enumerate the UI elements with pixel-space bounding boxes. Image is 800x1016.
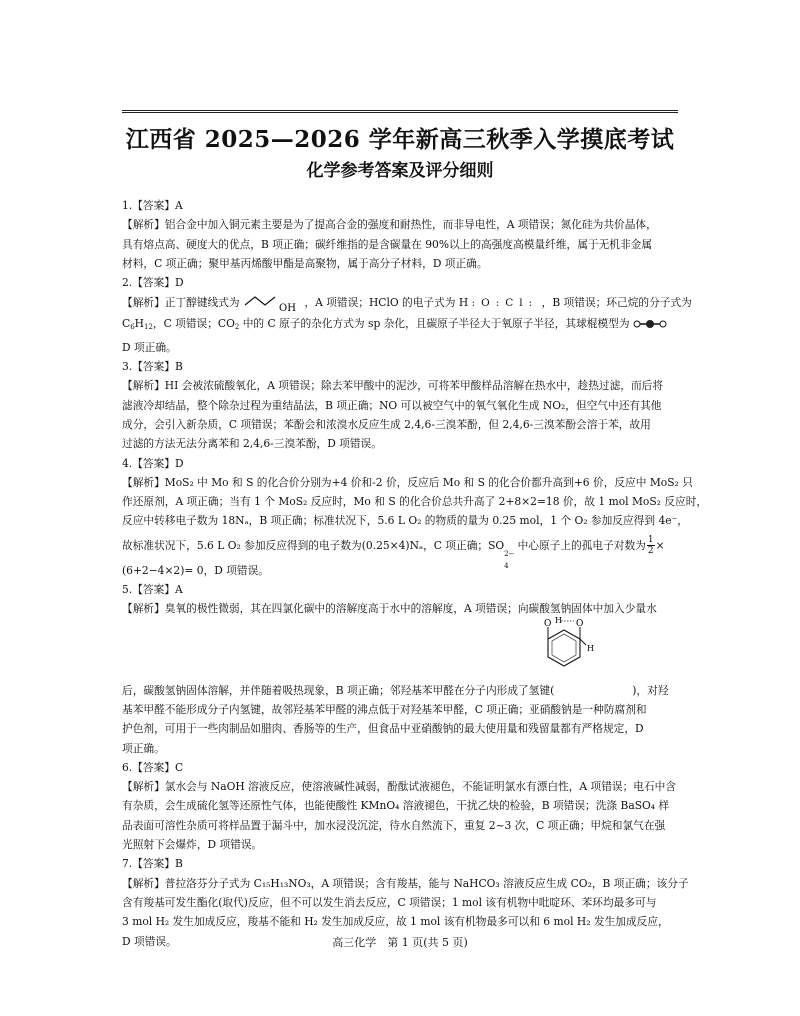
analysis-line: 反应中转移电子数为 18Nₐ，B 项正确；标准状况下，5.6 L O₂ 的物质的量为 0.25 mol，1 个 O₂ 参加反应得到 4e⁻， [122,514,688,528]
analysis-text: 故标准状况下，5.6 L O₂ 参加反应得到的电子数为(0.25×4)Nₐ，C 项正确；SO [122,538,505,552]
analysis-line: 含有羧基可发生酯化(取代)反应，但不可以发生消去反应，C 项错误；1 mol 该有机物中吡啶环、苯环均最多可与 [122,895,657,909]
question-1 [122,196,682,273]
analysis-line: 有杂质，会生成硫化氢等还原性气体，也能使酸性 KMnO₄ 溶液褪色，干扰乙炔的检验，B 项错误；洗涤 BaSO₄ 样 [122,799,670,813]
question-2 [122,273,692,357]
analysis-text: 【解析】正丁醇键线式为 [122,296,240,310]
fraction-numerator: 1 [647,535,654,546]
analysis-text: 中心原子上的孤电子对数为 [514,538,646,552]
analysis-text: ，A 项错误；HClO 的电子式为 H [304,296,469,310]
page-subtitle: 化学参考答案及评分细则 [306,161,494,181]
page-title: 江西省 2025—2026 学年新高三秋季入学摸底考试 [125,126,675,153]
answer-content [122,196,708,951]
analysis-text: 后，碳酸氢钠固体溶解，并伴随着吸热现象，B 项正确；邻羟基苯甲醛在分子内形成了氢键( [122,683,555,697]
question-5 [122,580,682,758]
analysis-line: 护色剂，可用于一些肉制品如腊肉、香肠等的生产，但食品中亚硝酸钠的最大使用量和残留量都有严格规定，D [122,722,644,736]
analysis-line: D 项错误。 [122,934,177,948]
analysis-line: 具有熔点高、硬度大的优点，B 项正确；碳纤维指的是含碳量在 90%以上的高强度高模量纤维，属于无机非金属 [122,237,653,251]
analysis-line: 【解析】臭氧的极性微弱，其在四氯化碳中的溶解度高于水中的溶解度，A 项错误；向碳酸氢钠固体中加入少量水 [122,602,657,616]
question-6 [122,758,682,854]
formula-sub: 2 [234,323,240,332]
analysis-text: )，对羟 [632,683,669,697]
answer-header: 4.【答案】D [122,456,184,470]
analysis-line: 【解析】普拉洛芬分子式为 C₁₅H₁₃NO₃，A 项错误；含有羧基，能与 NaHCO₃ 溶液反应生成 CO₂，B 项正确；该分子 [122,876,689,890]
analysis-line: 【解析】MoS₂ 中 Mo 和 S 的化合价分别为+4 价和-2 价，反应后 Mo 和 S 的化合价都升高到+6 价，反应中 MoS₂ 只 [122,475,693,489]
analysis-text: ，B 项错误；环己烷的分子式为 [541,296,692,310]
answer-header: 2.【答案】D [122,276,184,290]
analysis-text: 中的 C 原子的杂化方式为 sp 杂化，且碳原子半径大于氧原子半径，其球棍模型为 [239,317,630,331]
hclo-lewis-structure: :O:Cl: [471,297,539,310]
formula-sub: 6 [130,323,135,332]
formula-sub: 4 [504,561,509,570]
answer-header: 7.【答案】B [122,857,183,871]
answer-header: 6.【答案】C [122,760,184,774]
analysis-line: 作还原剂，A 项正确；当有 1 个 MoS₂ 反应时，Mo 和 S 的化合价总共升高了 2+8×2=18 价，故 1 mol MoS₂ 反应时， [122,495,708,509]
analysis-text: × [655,538,665,552]
top-rule [122,110,678,113]
oh-label: OH [278,303,296,315]
answer-header: 1.【答案】A [122,199,183,212]
struct-h2: H [587,643,594,653]
formula-sup: 2− [504,549,515,558]
formula-sub: 12 [143,323,153,332]
answer-header: 5.【答案】A [122,583,183,597]
salicylaldehyde-structure-icon [530,615,600,681]
analysis-line [122,681,682,700]
struct-o1: O [544,618,552,629]
formula-h: H [134,317,144,331]
fraction-one-half [647,535,655,556]
page-footer: 高三化学 第 1 页(共 5 页) [332,936,468,949]
analysis-line: 滤液冷却结晶，整个除杂过程为重结晶法，B 项正确；NO 可以被空气中的氧气氧化生成 NO₂，但空气中还有其他 [122,398,662,412]
analysis-line: 光照射下会爆炸，D 项错误。 [122,838,263,852]
butanol-skeletal-icon [243,293,301,313]
analysis-line: 基苯甲醛不能形成分子内氢键，故邻羟基苯甲醛的沸点低于对羟基苯甲醛，C 项正确；亚硝酸钠是一种防腐剂和 [122,702,647,716]
analysis-line: 3 mol H₂ 发生加成反应，羧基不能和 H₂ 发生加成反应，故 1 mol 该有机物最多可以和 6 mol H₂ 发生加成反应， [122,915,669,929]
struct-h1: H [555,615,562,625]
analysis-line [122,292,692,315]
answer-header: 3.【答案】B [122,360,183,374]
fraction-denominator: 2 [647,546,654,557]
analysis-line: D 项正确。 [122,340,177,354]
analysis-line [122,314,682,337]
analysis-line: 项正确。 [122,741,165,755]
formula-c: C [122,317,131,331]
analysis-line: (6+2−4×2)= 0，D 项错误。 [122,563,269,577]
analysis-line: 过滤的方法无法分离苯和 2,4,6-三溴苯酚，D 项错误。 [122,437,382,451]
struct-o2: O [576,618,584,629]
question-3 [122,357,682,453]
question-4 [122,454,708,580]
analysis-line: 材料，C 项正确；聚甲基丙烯酸甲酯是高聚物，属于高分子材料，D 项正确。 [122,256,488,270]
analysis-line: 【解析】铝合金中加入铜元素主要是为了提高合金的强度和耐热性，而非导电性，A 项错误；氮化硅为共价晶体， [122,218,657,232]
analysis-line: 【解析】氯水会与 NaOH 溶液反应，使溶液碱性减弱，酚酞试液褪色，不能证明氯水有漂白性，A 项错误；电石中含 [122,780,677,794]
analysis-text: ，C 项错误；CO [152,317,235,331]
analysis-line: 品表面可溶性杂质可将样品置于漏斗中，加水浸没沉淀，待水自然流下，重复 2~3 次，C 项正确；甲烷和氯气在强 [122,818,666,832]
structure-area [122,615,682,681]
co2-ball-stick-icon [633,319,667,329]
analysis-line: 【解析】HI 会被浓硫酸氧化，A 项错误；除去苯甲酸中的泥沙，可将苯甲酸样品溶解在热水中，趁热过滤，而后将 [122,379,664,393]
analysis-line: 成分，会引入新杂质，C 项错误；苯酚会和浓溴水反应生成 2,4,6-三溴苯酚，但 2,4,6-三溴苯酚会溶于苯，故用 [122,417,651,431]
